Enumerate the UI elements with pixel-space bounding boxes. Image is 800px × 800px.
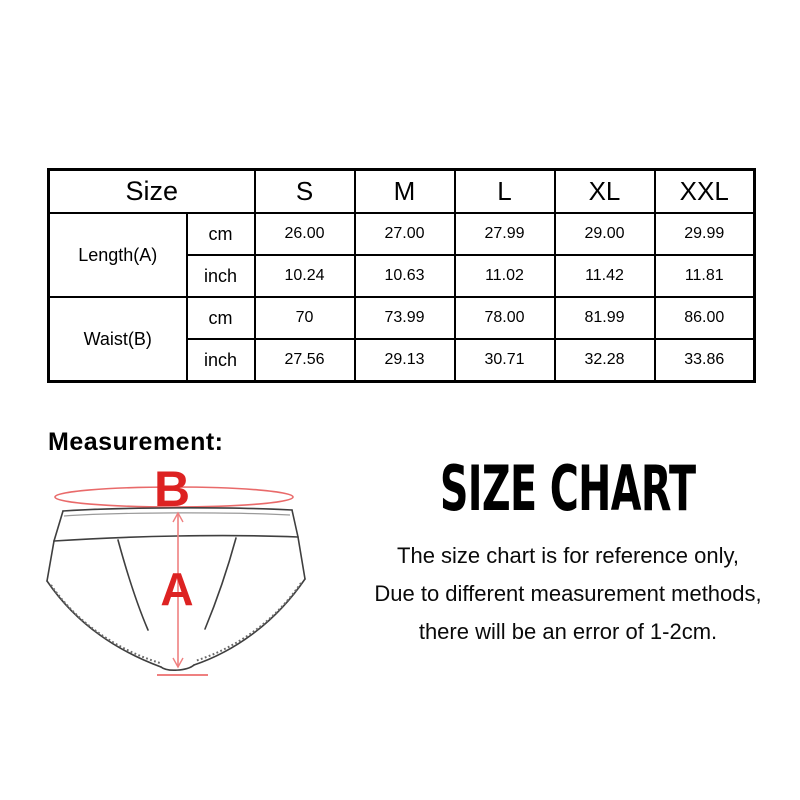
length-inch-unit: inch (187, 255, 255, 297)
waist-cm-l: 78.00 (455, 297, 555, 339)
waist-inch-unit: inch (187, 339, 255, 382)
disclaimer-line-3: there will be an error of 1-2cm. (418, 619, 718, 644)
table-row-length-cm (49, 213, 755, 255)
size-col-m: M (355, 170, 455, 214)
length-cm-xl: 29.00 (555, 213, 655, 255)
waist-label-cell: Waist(B) (49, 297, 187, 382)
length-inch-xl: 11.42 (555, 255, 655, 297)
size-col-xl: XL (555, 170, 655, 214)
disclaimer-line-2: Due to different measurement methods, (374, 581, 762, 606)
table-row-waist-cm (49, 297, 755, 339)
measurement-heading: Measurement: (48, 428, 224, 456)
waist-cm-s: 70 (255, 297, 355, 339)
info-column (356, 452, 780, 651)
waist-inch-xl: 32.28 (555, 339, 655, 382)
size-header-cell: Size (49, 170, 255, 214)
waist-inch-xxl: 33.86 (655, 339, 755, 382)
size-table-container (47, 168, 753, 383)
length-label-cell: Length(A) (49, 213, 187, 297)
waist-inch-l: 30.71 (455, 339, 555, 382)
length-cm-m: 27.00 (355, 213, 455, 255)
size-col-xxl: XXL (655, 170, 755, 214)
disclaimer-text (356, 537, 780, 651)
length-cm-l: 27.99 (455, 213, 555, 255)
waist-cm-xxl: 86.00 (655, 297, 755, 339)
size-col-s: S (255, 170, 355, 214)
label-a: A (160, 563, 194, 615)
length-inch-l: 11.02 (455, 255, 555, 297)
waist-inch-s: 27.56 (255, 339, 355, 382)
label-b: B (153, 461, 191, 517)
waist-cm-xl: 81.99 (555, 297, 655, 339)
waist-cm-m: 73.99 (355, 297, 455, 339)
length-inch-m: 10.63 (355, 255, 455, 297)
length-cm-unit: cm (187, 213, 255, 255)
size-table (47, 168, 756, 383)
size-chart-title: SIZE CHART (440, 452, 696, 525)
length-cm-s: 26.00 (255, 213, 355, 255)
length-cm-xxl: 29.99 (655, 213, 755, 255)
waist-inch-m: 29.13 (355, 339, 455, 382)
waist-cm-unit: cm (187, 297, 255, 339)
length-inch-xxl: 11.81 (655, 255, 755, 297)
length-inch-s: 10.24 (255, 255, 355, 297)
size-col-l: L (455, 170, 555, 214)
table-header-row (49, 170, 755, 214)
disclaimer-line-1: The size chart is for reference only, (397, 543, 739, 568)
briefs-diagram-icon (30, 450, 340, 705)
